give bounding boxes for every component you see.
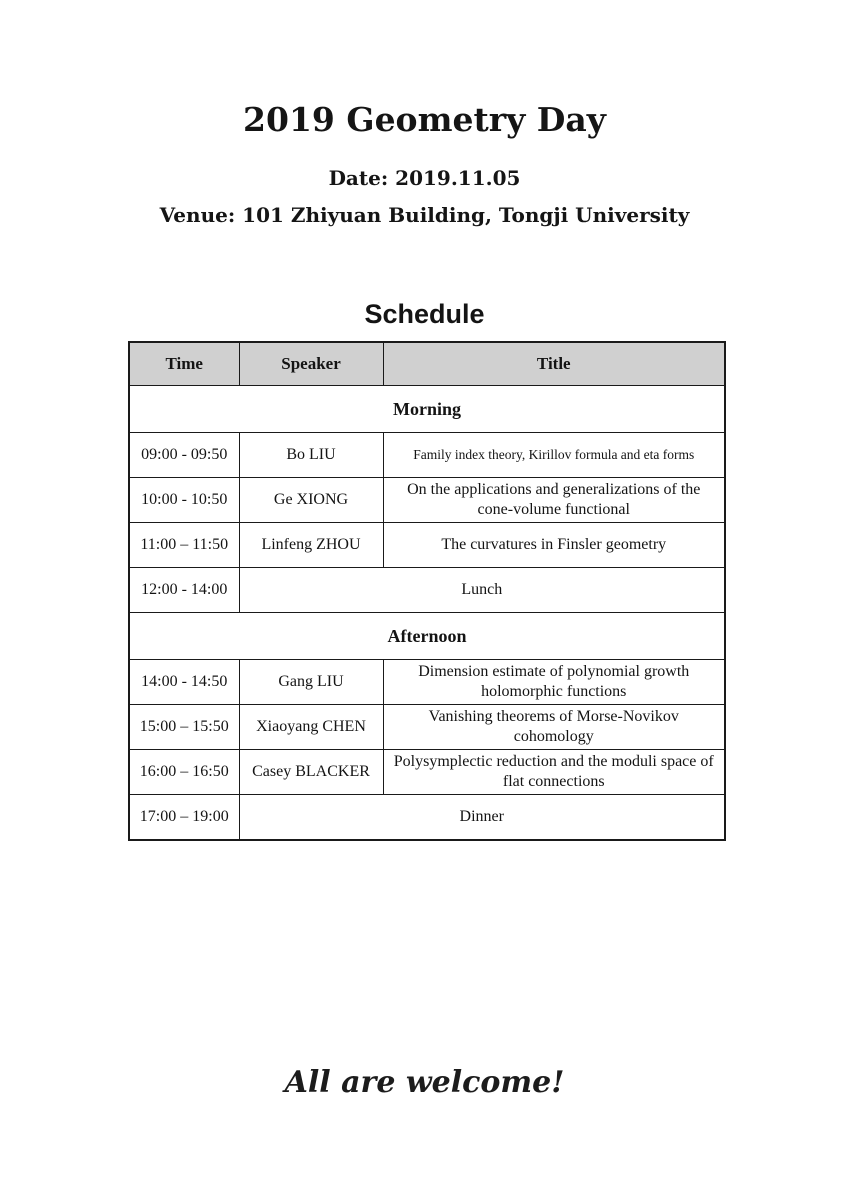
schedule-table: [128, 341, 726, 841]
table-header-row: [129, 342, 725, 386]
cell-time: 12:00 - 14:00: [129, 568, 239, 613]
cell-speaker: Gang LIU: [239, 660, 383, 705]
date-line: Date: 2019.11.05: [328, 166, 521, 190]
table-row: [129, 795, 725, 841]
cell-title: Dimension estimate of polynomial growth holomorphic functions: [383, 660, 725, 705]
table-row: [129, 523, 725, 568]
cell-time: 14:00 - 14:50: [129, 660, 239, 705]
venue-line: Venue: 101 Zhiyuan Building, Tongji University: [159, 203, 690, 227]
column-header-time: Time: [129, 342, 239, 386]
page-title: 2019 Geometry Day: [243, 100, 606, 139]
column-header-speaker: Speaker: [239, 342, 383, 386]
cell-title: Lunch: [239, 568, 725, 613]
section-label: Morning: [129, 386, 725, 433]
section-label: Afternoon: [129, 613, 725, 660]
cell-speaker: Ge XIONG: [239, 478, 383, 523]
cell-speaker: Linfeng ZHOU: [239, 523, 383, 568]
cell-title: Vanishing theorems of Morse-Novikov cohomology: [383, 705, 725, 750]
cell-title: On the applications and generalizations of the cone-volume functional: [383, 478, 725, 523]
cell-title: Family index theory, Kirillov formula and eta forms: [383, 433, 725, 478]
cell-time: 10:00 - 10:50: [129, 478, 239, 523]
table-row: [129, 478, 725, 523]
cell-speaker: Xiaoyang CHEN: [239, 705, 383, 750]
section-row-morning: [129, 386, 725, 433]
cell-speaker: Bo LIU: [239, 433, 383, 478]
cell-time: 17:00 – 19:00: [129, 795, 239, 841]
cell-time: 11:00 – 11:50: [129, 523, 239, 568]
cell-title: Polysymplectic reduction and the moduli space of flat connections: [383, 750, 725, 795]
cell-time: 09:00 - 09:50: [129, 433, 239, 478]
table-row: [129, 750, 725, 795]
section-row-afternoon: [129, 613, 725, 660]
cell-title: The curvatures in Finsler geometry: [383, 523, 725, 568]
schedule-heading: Schedule: [364, 299, 485, 329]
table-row: [129, 568, 725, 613]
table-row: [129, 705, 725, 750]
table-row: [129, 433, 725, 478]
cell-time: 15:00 – 15:50: [129, 705, 239, 750]
cell-speaker: Casey BLACKER: [239, 750, 383, 795]
column-header-title: Title: [383, 342, 725, 386]
cell-time: 16:00 – 16:50: [129, 750, 239, 795]
cell-title: Dinner: [239, 795, 725, 841]
table-row: [129, 660, 725, 705]
footer-welcome: All are welcome!: [284, 1065, 565, 1100]
